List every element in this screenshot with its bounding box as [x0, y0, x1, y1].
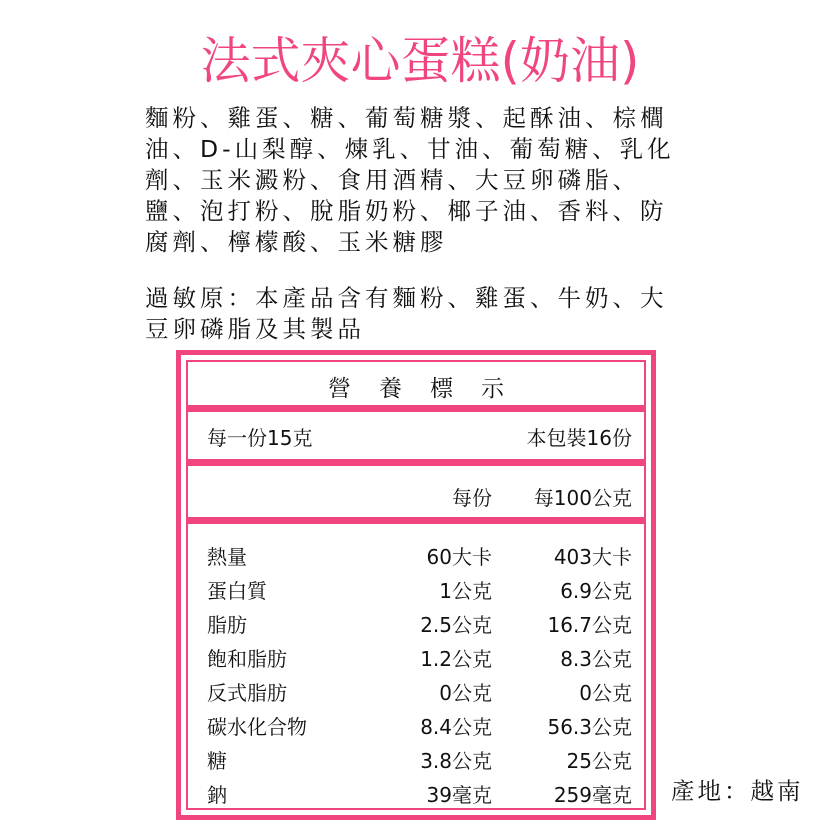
nutrient-per-serving: 3.8公克	[420, 749, 492, 773]
product-title: 法式夾心蛋糕(奶油)	[200, 32, 640, 90]
nutrient-per-serving: 0公克	[439, 681, 492, 705]
column-per-100g: 每100公克	[533, 486, 632, 510]
serving-size: 每一份15克	[207, 426, 313, 450]
nutrient-per-100g: 403大卡	[553, 545, 632, 569]
nutrient-per-serving: 1.2公克	[420, 647, 492, 671]
nutrition-rows	[188, 540, 644, 812]
ingredients-line: 麵粉、雞蛋、糖、葡萄糖漿、起酥油、棕櫚	[145, 104, 668, 132]
ingredients-line: 劑、玉米澱粉、食用酒精、大豆卵磷脂、	[145, 166, 640, 194]
nutrition-row	[188, 676, 644, 710]
nutrient-name: 脂肪	[207, 613, 247, 637]
nutrition-row	[188, 642, 644, 676]
nutrient-name: 熱量	[207, 545, 247, 569]
nutrition-row	[188, 710, 644, 744]
nutrient-name: 飽和脂肪	[207, 647, 287, 671]
nutrient-per-100g: 0公克	[579, 681, 632, 705]
nutrition-panel-inner	[186, 360, 646, 810]
allergen-line: 過敏原：本產品含有麵粉、雞蛋、牛奶、大	[145, 284, 668, 312]
ingredients-line: 腐劑、檸檬酸、玉米糖膠	[145, 228, 448, 256]
nutrition-row	[188, 574, 644, 608]
divider	[188, 459, 644, 466]
ingredients-line: 油、D-山梨醇、煉乳、甘油、葡萄糖、乳化	[145, 135, 675, 163]
ingredients-line: 鹽、泡打粉、脫脂奶粉、椰子油、香料、防	[145, 197, 668, 225]
nutrient-per-100g: 56.3公克	[547, 715, 632, 739]
nutrition-row	[188, 778, 644, 812]
nutrition-row	[188, 540, 644, 574]
nutrient-name: 碳水化合物	[207, 715, 307, 739]
nutrient-per-serving: 39毫克	[426, 783, 492, 807]
divider	[188, 517, 644, 524]
nutrition-panel	[176, 350, 656, 820]
nutrient-per-serving: 2.5公克	[420, 613, 492, 637]
nutrient-per-100g: 25公克	[566, 749, 632, 773]
nutrient-per-100g: 6.9公克	[560, 579, 632, 603]
nutrient-per-100g: 16.7公克	[547, 613, 632, 637]
country-of-origin: 產地：越南	[671, 777, 804, 805]
nutrient-name: 反式脂肪	[207, 681, 287, 705]
nutrition-title: 營養標示	[328, 376, 532, 402]
nutrient-per-100g: 259毫克	[553, 783, 632, 807]
divider	[188, 405, 644, 412]
nutrient-name: 鈉	[207, 783, 227, 807]
column-per-serving: 每份	[452, 486, 492, 510]
nutrition-row	[188, 744, 644, 778]
ingredients-text	[145, 103, 745, 258]
nutrient-per-100g: 8.3公克	[560, 647, 632, 671]
nutrient-per-serving: 60大卡	[426, 545, 492, 569]
allergen-text	[145, 283, 745, 345]
nutrient-per-serving: 8.4公克	[420, 715, 492, 739]
nutrient-name: 蛋白質	[207, 579, 267, 603]
servings-per-package: 本包裝16份	[526, 426, 632, 450]
nutrient-name: 糖	[207, 749, 227, 773]
allergen-line: 豆卵磷脂及其製品	[145, 315, 365, 343]
nutrient-per-serving: 1公克	[439, 579, 492, 603]
nutrition-row	[188, 608, 644, 642]
